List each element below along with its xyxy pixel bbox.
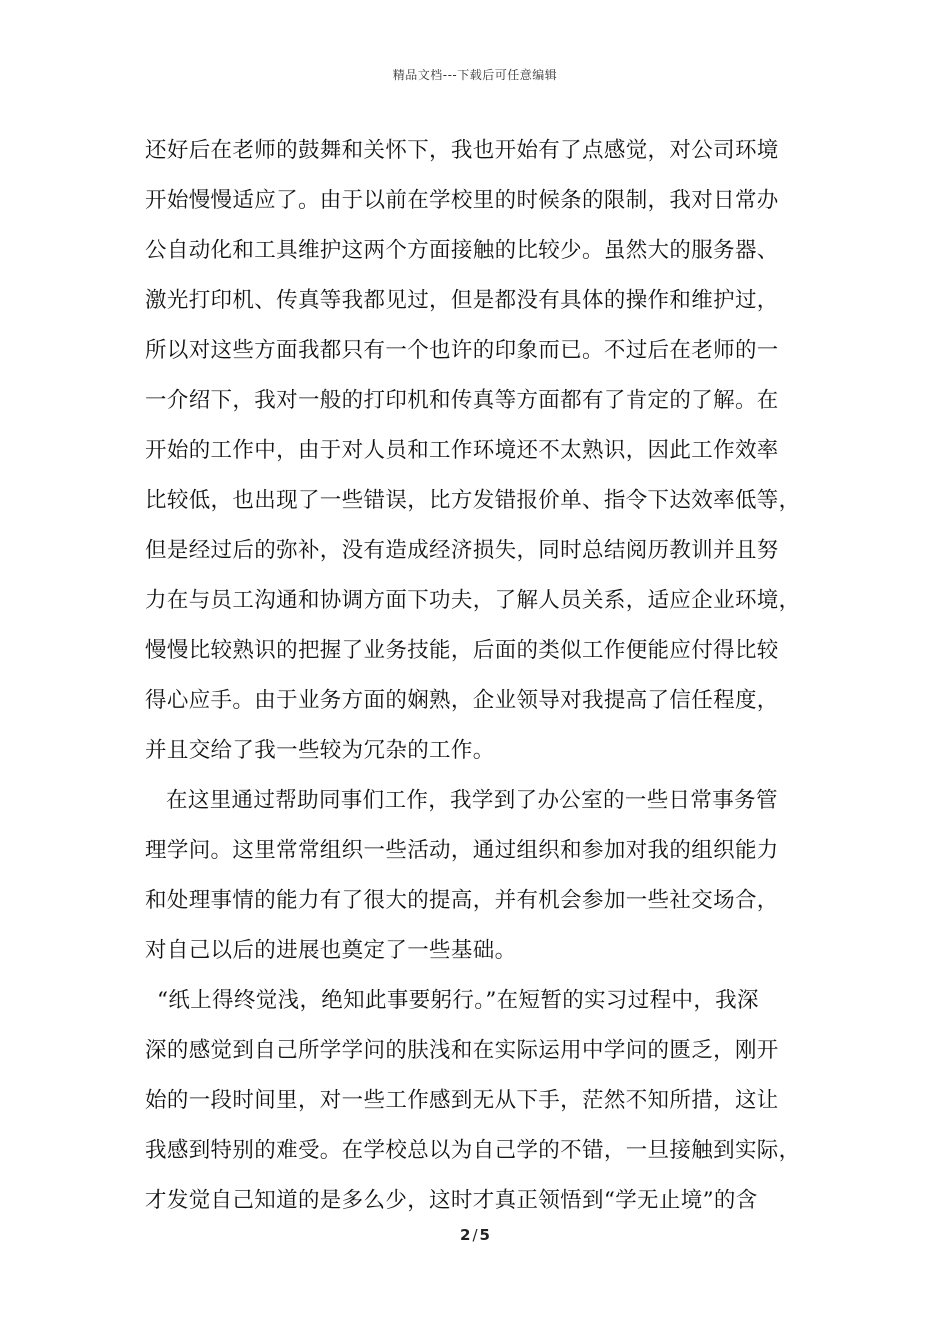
text-line: 始的一段时间里，对一些工作感到无从下手，茫然不知所措，这让 bbox=[145, 1088, 779, 1113]
text-line: 所以对这些方面我都只有一个也许的印象而已。不过后在老师的一 bbox=[145, 338, 779, 363]
text-line: 一介绍下，我对一般的打印机和传真等方面都有了肯定的了解。在 bbox=[145, 388, 779, 413]
text-line: 公自动化和工具维护这两个方面接触的比较少。虽然大的服务器、 bbox=[145, 238, 779, 263]
text-line: 得心应手。由于业务方面的娴熟，企业领导对我提高了信任程度， bbox=[145, 688, 779, 713]
text-line: 还好后在老师的鼓舞和关怀下，我也开始有了点感觉，对公司环境 bbox=[145, 138, 779, 163]
text-line: 激光打印机、传真等我都见过，但是都没有具体的操作和维护过， bbox=[145, 288, 779, 313]
text-line: 和处理事情的能力有了很大的提高，并有机会参加一些社交场合， bbox=[145, 888, 779, 913]
text-line: 深的感觉到自己所学学问的肤浅和在实际运用中学问的匮乏，刚开 bbox=[145, 1038, 779, 1063]
current-page-number: 2 bbox=[460, 1226, 471, 1244]
total-pages-number: 5 bbox=[479, 1226, 490, 1244]
text-line: 才发觉自己知道的是多么少，这时才真正领悟到“学无止境”的含 bbox=[145, 1188, 758, 1213]
text-line: 慢慢比较熟识的把握了业务技能，后面的类似工作便能应付得比较 bbox=[145, 638, 779, 663]
text-line: 理学问。这里常常组织一些活动，通过组织和参加对我的组织能力 bbox=[145, 838, 779, 863]
text-line: 我感到特别的难受。在学校总以为自己学的不错，一旦接触到实际， bbox=[145, 1138, 801, 1163]
paragraph-start-line: 在这里通过帮助同事们工作，我学到了办公室的一些日常事务管 bbox=[166, 788, 778, 813]
text-line: 比较低，也出现了一些错误，比方发错报价单、指令下达效率低等， bbox=[145, 488, 801, 513]
page-number bbox=[0, 1226, 950, 1244]
text-line: 对自己以后的进展也奠定了一些基础。 bbox=[145, 938, 517, 963]
text-line: 开始慢慢适应了。由于以前在学校里的时候条的限制，我对日常办 bbox=[145, 188, 779, 213]
text-line: 但是经过后的弥补，没有造成经济损失，同时总结阅历教训并且努 bbox=[145, 538, 779, 563]
paragraph-start-line: “纸上得终觉浅，绝知此事要躬行。”在短暂的实习过程中，我深 bbox=[157, 988, 759, 1013]
page-separator: / bbox=[472, 1226, 478, 1244]
text-line: 并且交给了我一些较为冗杂的工作。 bbox=[145, 738, 495, 763]
text-line: 开始的工作中，由于对人员和工作环境还不太熟识，因此工作效率 bbox=[145, 438, 779, 463]
page-header: 精品文档---下载后可任意编辑 bbox=[392, 68, 558, 82]
body-text bbox=[145, 126, 810, 1226]
text-line: 力在与员工沟通和协调方面下功夫，了解人员关系，适应企业环境， bbox=[145, 588, 801, 613]
